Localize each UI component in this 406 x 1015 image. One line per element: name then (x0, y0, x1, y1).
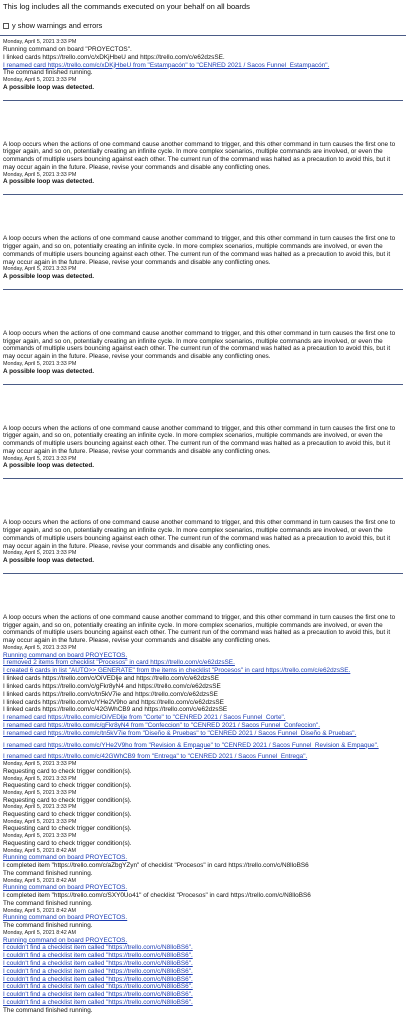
log-link[interactable]: I couldn't find a checklist item called "https://trello.com/c/N8lloBS6". (3, 967, 193, 975)
log-link[interactable]: I renamed card https://trello.com/c/xDKjHbeU from "Estampacón" to "CENRED 2021 / Sacos Funnel_Estampacón". (3, 61, 330, 69)
timestamp: Monday, April 5, 2021 8:42 AM (3, 907, 77, 914)
log-link[interactable]: I renamed card https://trello.com/c/OiVEDlje from "Corte" to "CENRED 2021 / Sacos Funnel_Corte". (3, 714, 286, 722)
log-info-text: This log includes all the commands executed on your behalf on all boards (3, 2, 250, 11)
log-link[interactable]: I couldn't find a checklist item called "https://trello.com/c/N8lloBS6". (3, 959, 193, 967)
log-line: Requesting card to check trigger condition(s). (3, 782, 132, 790)
log-line: The command finished running. (3, 899, 93, 907)
timestamp: Monday, April 5, 2021 3:33 PM (3, 761, 77, 768)
log-entry (3, 614, 403, 1015)
timestamp: Monday, April 5, 2021 3:33 PM (3, 77, 77, 84)
log-line: The command finished running. (3, 922, 93, 930)
timestamp: Monday, April 5, 2021 8:42 AM (3, 929, 77, 936)
entry-divider (3, 289, 403, 290)
loop-warning: A possible loop was detected. (3, 367, 95, 375)
timestamp: Monday, April 5, 2021 3:33 PM (3, 550, 77, 557)
log-link[interactable]: Running command on board PROYECTOS. (3, 936, 128, 944)
timestamp: Monday, April 5, 2021 3:33 PM (3, 775, 77, 782)
timestamp: Monday, April 5, 2021 3:33 PM (3, 266, 77, 273)
log-link[interactable]: I couldn't find a checklist item called "https://trello.com/c/N8lloBS6". (3, 999, 193, 1007)
log-entry (3, 425, 403, 480)
loop-explanation: A loop occurs when the actions of one command cause another command to trigger, and this other command in turn causes the first one to trigger again, and so on, potentially creating an infinite cycle. In more complex scenarios, multiple commands are involved, or even the commands of multiple users bouncing against each other. The current run of the command was halted as a precaution to avoid this, but it may occur again in the future. Please, revise your commands and disable any conflicting ones. (3, 235, 396, 266)
timestamp: Monday, April 5, 2021 8:42 AM (3, 847, 77, 854)
entry-divider (3, 573, 403, 574)
log-line: Running command on board "PROYECTOS". (3, 45, 132, 53)
log-link[interactable]: Running command on board PROYECTOS. (3, 914, 128, 922)
entry-divider (3, 194, 403, 195)
loop-warning: A possible loop was detected. (3, 83, 95, 91)
log-link[interactable]: I renamed card https://trello.com/c/YHe2V9ho from "Revision & Empaque" to "CENRED 2021 / Sacos Funnel_Revision & Empaque". (3, 741, 379, 749)
timestamp: Monday, April 5, 2021 3:33 PM (3, 361, 77, 368)
log-line: Requesting card to check trigger condition(s). (3, 767, 132, 775)
log-entry (3, 141, 403, 196)
log-link[interactable]: I renamed card https://trello.com/c/gFkr8yN4 from "Confeccion" to "CENRED 2021 / Sacos Funnel_Confeccion". (3, 721, 321, 729)
loop-warning: A possible loop was detected. (3, 462, 95, 470)
log-link[interactable]: I removed 2 items from checklist "Procesos" in card https://trello.com/c/e62dzsSE. (3, 659, 235, 667)
log-link[interactable]: I couldn't find a checklist item called "https://trello.com/c/N8lloBS6". (3, 991, 193, 999)
loop-explanation: A loop occurs when the actions of one command cause another command to trigger, and this other command in turn causes the first one to trigger again, and so on, potentially creating an infinite cycle. In more complex scenarios, multiple commands are involved, or even the commands of multiple users bouncing against each other. The current run of the command was halted as a precaution to avoid this, but it may occur again in the future. Please, revise your commands and disable any conflicting ones. (3, 329, 396, 361)
timestamp: Monday, April 5, 2021 3:33 PM (3, 790, 77, 797)
timestamp: Monday, April 5, 2021 3:33 PM (3, 818, 77, 825)
loop-explanation: A loop occurs when the actions of one command cause another command to trigger, and this other command in turn causes the first one to trigger again, and so on, potentially creating an infinite cycle. In more complex scenarios, multiple commands are involved, or even the commands of multiple users bouncing against each other. The current run of the command was halted as a precaution to avoid this, but it may occur again in the future. Please, revise your commands and disable any conflicting ones. (3, 519, 396, 550)
timestamp: Monday, April 5, 2021 3:33 PM (3, 833, 77, 840)
log-link[interactable]: Running command on board PROYECTOS. (3, 651, 128, 659)
log-link[interactable]: I couldn't find a checklist item called "https://trello.com/c/N8lloBS6". (3, 975, 193, 983)
header-divider (0, 35, 406, 36)
timestamp: Monday, April 5, 2021 3:33 PM (3, 645, 77, 652)
log-link[interactable]: I couldn't find a checklist item called "https://trello.com/c/N8lloBS6". (3, 983, 193, 991)
log-line: I completed item "https://trello.com/c/SXY0Uo41" of checklist "Procesos" in card https://trello.com/c/N8lloBS6 (3, 892, 311, 900)
loop-explanation: A loop occurs when the actions of one command cause another command to trigger, and this other command in turn causes the first one to trigger again, and so on, potentially creating an infinite cycle. In more complex scenarios, multiple commands are involved, or even the commands of multiple users bouncing against each other. The current run of the command was halted as a precaution to avoid this, but it may occur again in the future. Please, revise your commands and disable any conflicting ones. (3, 613, 396, 645)
log-line: I linked cards https://trello.com/c/42GWhCB9 and https://trello.com/c/e62dzsSE (3, 706, 228, 714)
log-link[interactable]: I couldn't find a checklist item called "https://trello.com/c/N8lloBS6". (3, 944, 193, 952)
timestamp: Monday, April 5, 2021 3:33 PM (3, 39, 77, 46)
log-link[interactable]: Running command on board PROYECTOS. (3, 854, 128, 862)
log-link[interactable]: I renamed card https://trello.com/c/42GWhCB9 from "Entrega" to "CENRED 2021 / Sacos Funnel_Entrega". (3, 753, 308, 761)
timestamp: Monday, April 5, 2021 3:33 PM (3, 455, 77, 462)
log-line: Requesting card to check trigger condition(s). (3, 811, 132, 819)
log-line: I linked cards https://trello.com/c/xDKjHbeU and https://trello.com/c/e62dzsSE. (3, 53, 225, 61)
log-link[interactable]: I created 6 cards in list "AUTO>> GENERATE" from the items in checklist "Procesos" in card https://trello.com/c/e62dzsSE. (3, 667, 351, 675)
log-link[interactable]: I renamed card https://trello.com/c/tn5kV7ie from "Diseño & Pruebas" to "CENRED 2021 / Sacos Funnel_Diseño & Pruebas". (3, 729, 357, 737)
log-line: Requesting card to check trigger condition(s). (3, 839, 132, 847)
log-link[interactable]: Running command on board PROYECTOS. (3, 884, 128, 892)
log-entry (3, 235, 403, 290)
log-line: Requesting card to check trigger condition(s). (3, 796, 132, 804)
log-line: I linked cards https://trello.com/c/YHe2V9ho and https://trello.com/c/e62dzsSE (3, 698, 224, 706)
loop-warning: A possible loop was detected. (3, 178, 95, 186)
log-line: The command finished running. (3, 1006, 93, 1014)
show-warnings-checkbox[interactable] (3, 23, 9, 29)
timestamp: Monday, April 5, 2021 3:33 PM (3, 804, 77, 811)
loop-warning: A possible loop was detected. (3, 557, 95, 564)
log-entry (3, 39, 403, 100)
log-line: I linked cards https://trello.com/c/tn5kV7ie and https://trello.com/c/e62dzsSE (3, 690, 218, 698)
log-entry (3, 519, 403, 574)
log-line: The command finished running. (3, 69, 93, 77)
show-warnings-label: y show warnings and errors (12, 21, 103, 31)
timestamp: Monday, April 5, 2021 3:33 PM (3, 171, 77, 178)
log-line: I completed item "https://trello.com/c/aZbgYZyn" of checklist "Procesos" in card https://trello.com/c/N8lloBS6 (3, 862, 309, 870)
timestamp: Monday, April 5, 2021 8:42 AM (3, 877, 77, 884)
entry-divider (3, 384, 403, 385)
log-line: The command finished running. (3, 869, 93, 877)
show-warnings-option[interactable] (0, 11, 406, 33)
log-line: Requesting card to check trigger condition(s). (3, 825, 132, 833)
entry-divider (3, 100, 403, 101)
log-line: I linked cards https://trello.com/c/OiVEDlje and https://trello.com/c/e62dzsSE (3, 675, 219, 683)
loop-explanation: A loop occurs when the actions of one command cause another command to trigger, and this other command in turn causes the first one to trigger again, and so on, potentially creating an infinite cycle. In more complex scenarios, multiple commands are involved, or even the commands of multiple users bouncing against each other. The current run of the command was halted as a precaution to avoid this, but it may occur again in the future. Please, revise your commands and disable any conflicting ones. (3, 140, 396, 171)
entry-divider (3, 478, 403, 479)
command-log (0, 39, 406, 1014)
loop-warning: A possible loop was detected. (3, 273, 95, 281)
log-link[interactable]: I couldn't find a checklist item called "https://trello.com/c/N8lloBS6". (3, 952, 193, 960)
log-line: I linked cards https://trello.com/c/gFkr8yN4 and https://trello.com/c/e62dzsSE (3, 682, 221, 690)
loop-explanation: A loop occurs when the actions of one command cause another command to trigger, and this other command in turn causes the first one to trigger again, and so on, potentially creating an infinite cycle. In more complex scenarios, multiple commands are involved, or even the commands of multiple users bouncing against each other. The current run of the command was halted as a precaution to avoid this, but it may occur again in the future. Please, revise your commands and disable any conflicting ones. (3, 424, 396, 455)
log-entry (3, 330, 403, 385)
